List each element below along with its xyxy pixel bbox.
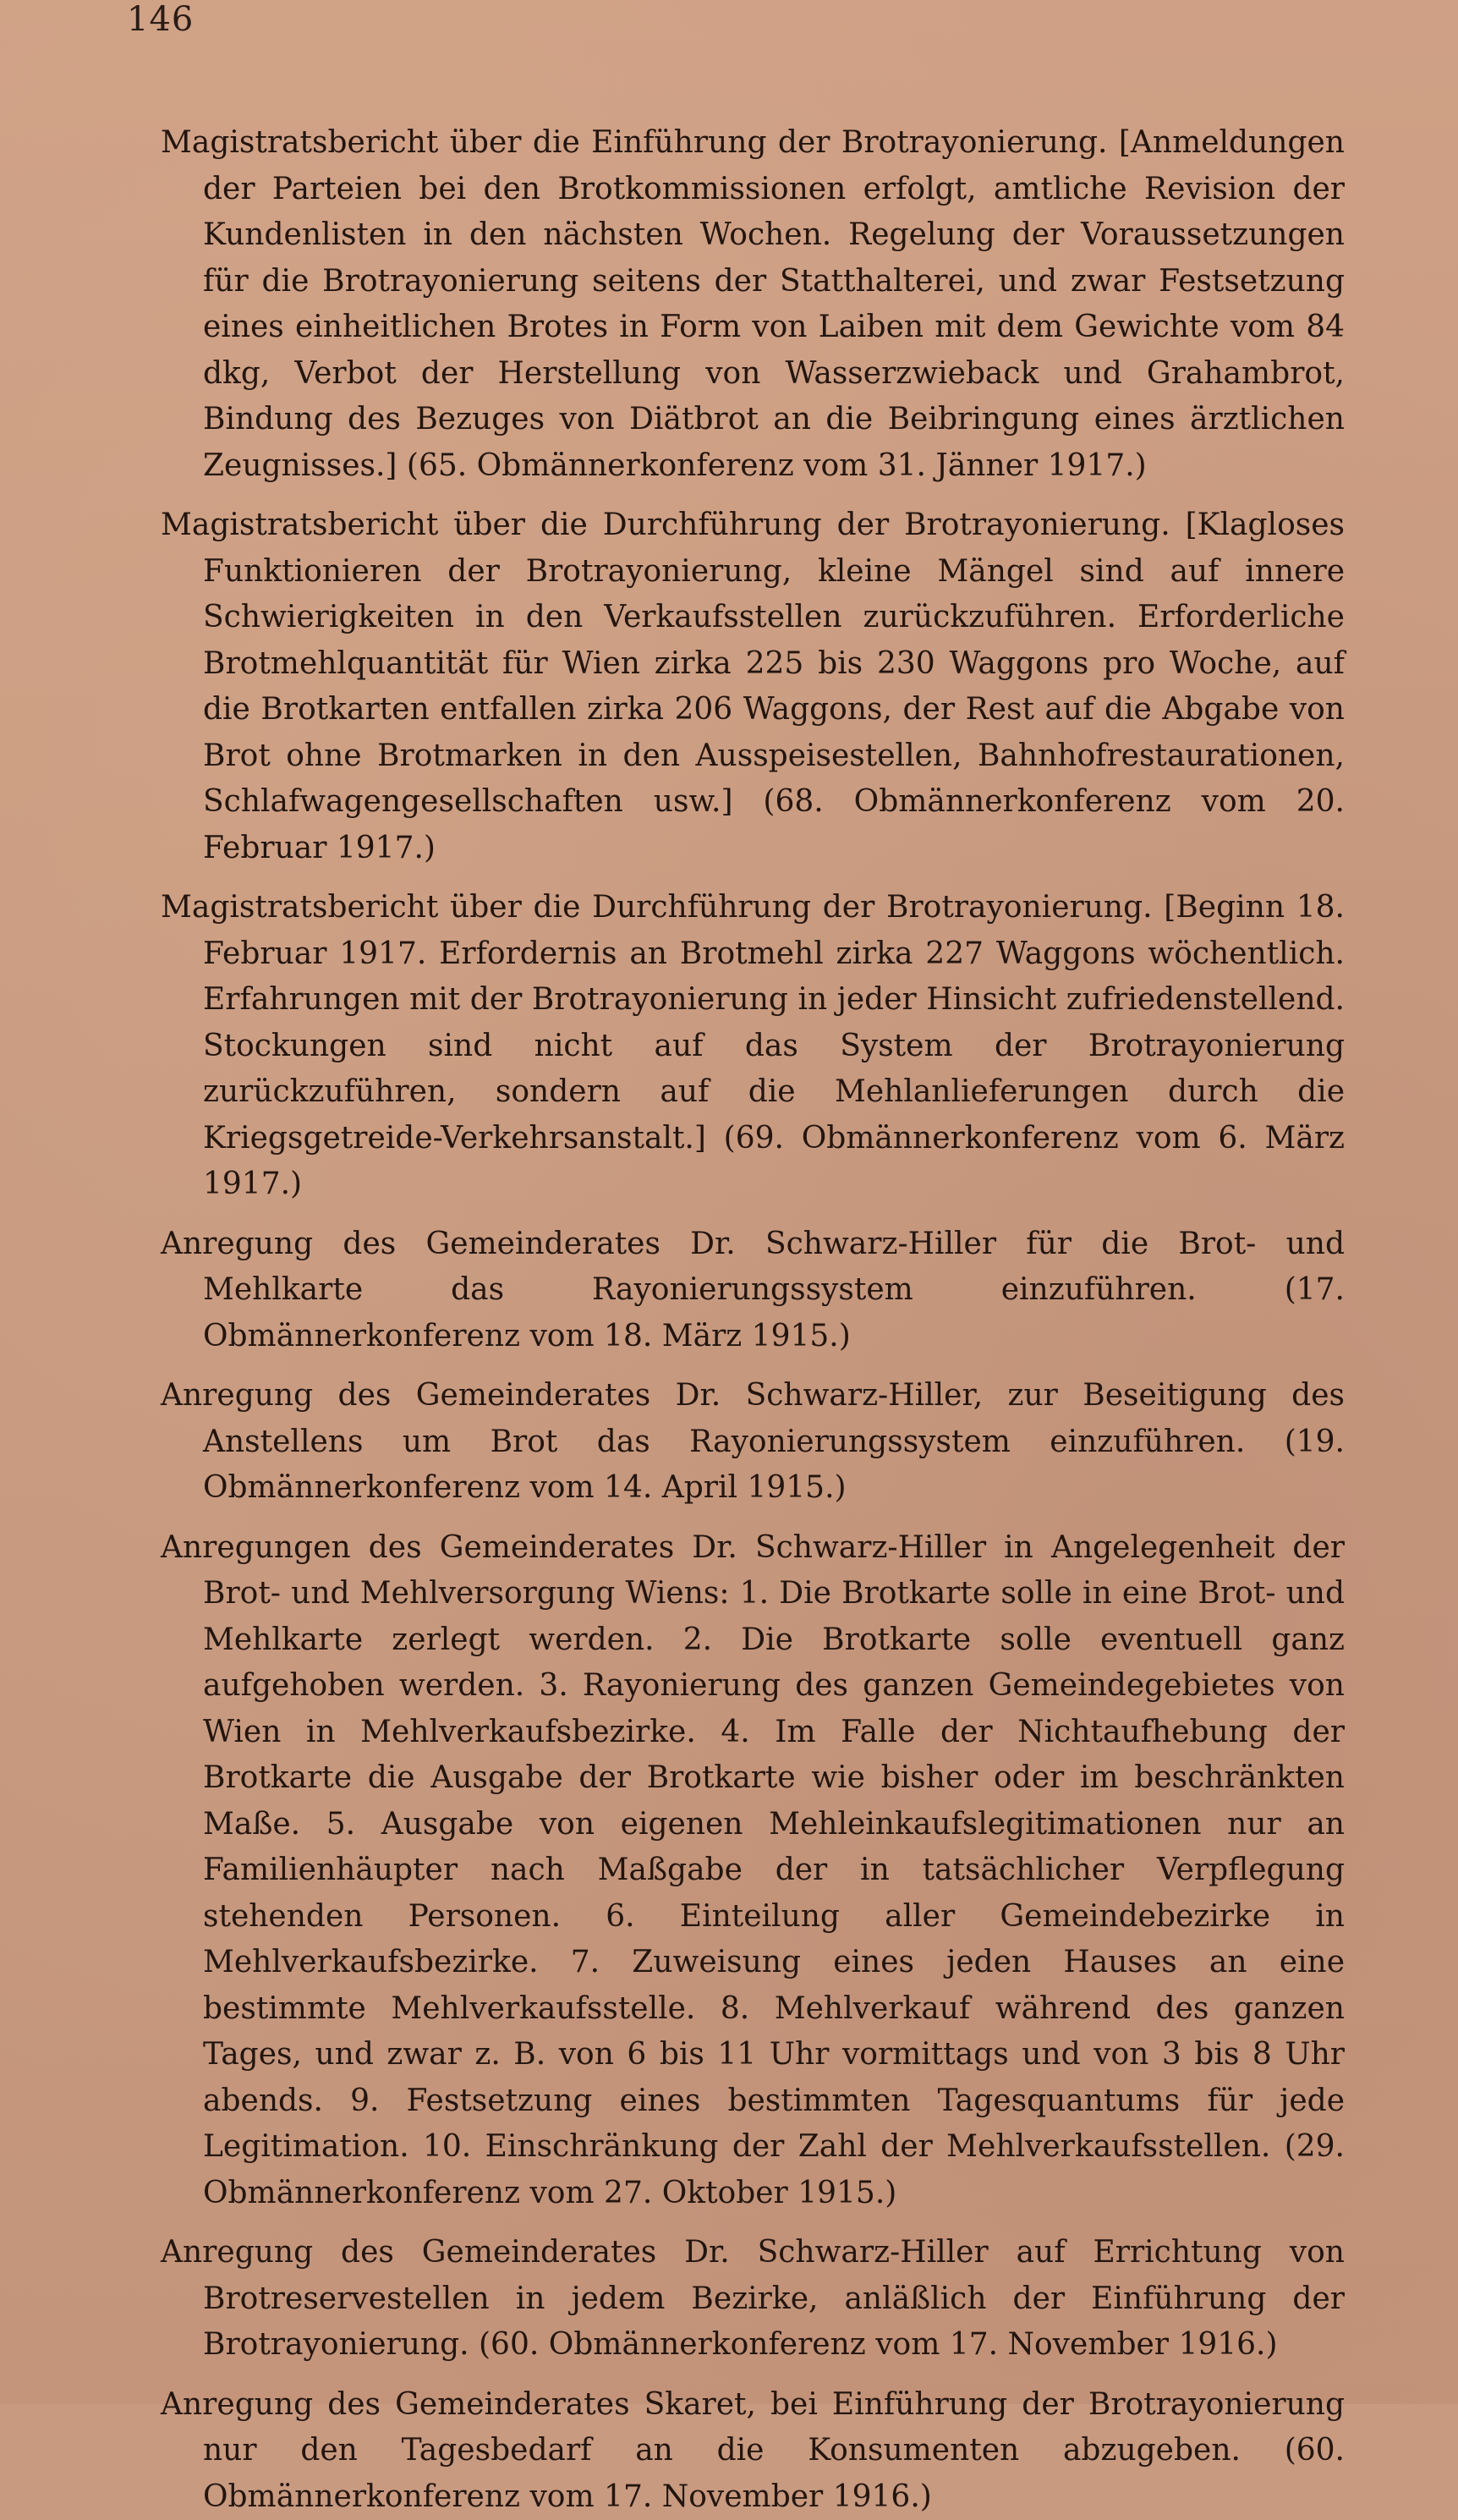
list-item: Magistratsbericht über die Durchführung der Brotrayonierung. [Beginn 18. Februar 1917. Erfordernis an Brotmehl zirka 227 Waggons wöchentlich. Erfahrungen mit der Brotrayonierung in jeder Hinsicht zufriedenstellend. Stockungen sind nicht auf das System der Brotrayonierung zurückzuführen, sondern auf die Mehlanlieferungen durch die Kriegsgetreide-Verkehrsanstalt.] (69. Obmännerkonferenz vom 6. März 1917.): [161, 885, 1345, 1208]
list-item: Anregung des Gemeinderates Dr. Schwarz-Hiller auf Errichtung von Brotreservestellen in jedem Bezirke, anläßlich der Einführung der Brotrayonierung. (60. Obmännerkonferenz vom 17. November 1916.): [161, 2230, 1345, 2369]
list-item: Anregungen des Gemeinderates Dr. Schwarz-Hiller in Angelegenheit der Brot- und Mehlversorgung Wiens: 1. Die Brotkarte solle in eine Brot- und Mehlkarte zerlegt werden. 2. Die Brotkarte solle eventuell ganz aufgehoben werden. 3. Rayonierung des ganzen Gemeindegebietes von Wien in Mehlverkaufsbezirke. 4. Im Falle der Nichtaufhebung der Brotkarte die Ausgabe der Brotkarte wie bisher oder im beschränkten Maße. 5. Ausgabe von eigenen Mehleinkaufslegitimationen nur an Familienhäupter nach Maßgabe der in tatsächlicher Verpflegung stehenden Personen. 6. Einteilung aller Gemeindebezirke in Mehlverkaufsbezirke. 7. Zuweisung eines jeden Hauses an eine bestimmte Mehlverkaufsstelle. 8. Mehlverkauf während des ganzen Tages, und zwar z. B. von 6 bis 11 Uhr vormittags und von 3 bis 8 Uhr abends. 9. Festsetzung eines bestimmten Tagesquantums für jede Legitimation. 10. Einschränkung der Zahl der Mehlverkaufsstellen. (29. Obmännerkonferenz vom 27. Oktober 1915.): [161, 1525, 1345, 2217]
list-item: Anregung des Gemeinderates Skaret, bei Einführung der Brotrayonierung nur den Tagesbedarf an die Konsumenten abzugeben. (60. Obmännerkonferenz vom 17. November 1916.): [161, 2382, 1345, 2520]
page-number: 146: [127, 0, 194, 39]
list-item: Anregung des Gemeinderates Dr. Schwarz-Hiller für die Brot- und Mehlkarte das Rayonierungssystem einzuführen. (17. Obmännerkonferenz vom 18. März 1915.): [161, 1222, 1345, 1360]
list-item: Anregung des Gemeinderates Dr. Schwarz-Hiller, zur Beseitigung des Anstellens um Brot das Rayonierungssystem einzuführen. (19. Obmännerkonferenz vom 14. April 1915.): [161, 1373, 1345, 1512]
list-item: Magistratsbericht über die Durchführung der Brotrayonierung. [Klagloses Funktionieren der Brotrayonierung, kleine Mängel sind auf innere Schwierigkeiten in den Verkaufsstellen zurückzuführen. Erforderliche Brotmehlquantität für Wien zirka 225 bis 230 Waggons pro Woche, auf die Brotkarten entfallen zirka 206 Waggons, der Rest auf die Abgabe von Brot ohne Brotmarken in den Ausspeisestellen, Bahnhofrestaurationen, Schlafwagengesellschaften usw.] (68. Obmännerkonferenz vom 20. Februar 1917.): [161, 502, 1345, 871]
entry-list: [161, 120, 1345, 2387]
list-item: Magistratsbericht über die Einführung der Brotrayonierung. [Anmeldungen der Parteien bei den Brotkommissionen erfolgt, amtliche Revision der Kundenlisten in den nächsten Wochen. Regelung der Voraussetzungen für die Brotrayonierung seitens der Statthalterei, und zwar Festsetzung eines einheitlichen Brotes in Form von Laiben mit dem Gewichte vom 84 dkg, Verbot der Herstellung von Wasserzwieback und Grahambrot, Bindung des Bezuges von Diätbrot an die Beibringung eines ärztlichen Zeugnisses.] (65. Obmännerkonferenz vom 31. Jänner 1917.): [161, 120, 1345, 489]
